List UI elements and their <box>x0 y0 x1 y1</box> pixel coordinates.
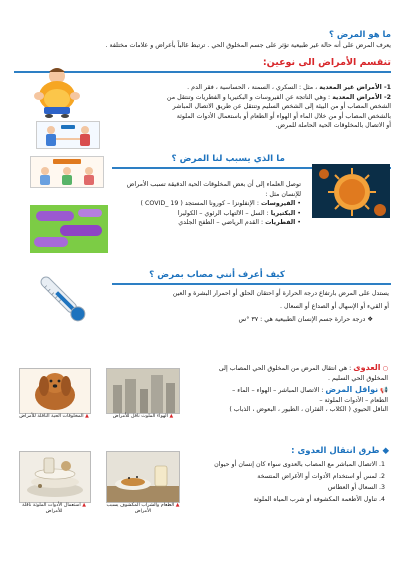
exposed-food-photo <box>106 451 180 503</box>
causes-line2: للإنسان مثل : <box>265 190 301 198</box>
caption-exposed-food: ▲ الطعام والشراب المكشوف يسبب الأمراض <box>106 503 180 514</box>
non-infectious-label: 1- الأمراض غير المعدية <box>319 84 391 91</box>
section-title-transmission: ◆ طرق انتقال العدوى : <box>291 446 389 456</box>
transmission-item: 4. تناول الأطعمة المكشوفة أو شرب المياه الملوثة <box>253 495 385 503</box>
transmission-list <box>180 460 385 504</box>
bullet-circle-icon: ○ <box>382 365 388 372</box>
transmission-item: 1. الاتصال المباشر مع المصاب بالعدوى سواء كان إنسان أو حيوان <box>214 461 385 468</box>
caption-triangle-icon: ▲ <box>175 503 180 508</box>
virus-image <box>312 164 390 218</box>
section-title-disease: ما هو المرض ؟ <box>328 30 391 40</box>
diamond-bullet-icon: ◆ <box>382 446 389 456</box>
carriers-label: نواقل المرض <box>325 385 379 395</box>
infection-text <box>188 363 388 415</box>
handshake-illustration <box>36 121 100 149</box>
carriers-line2: الطعام – الأدوات الملوثة – <box>319 396 388 404</box>
fungi-examples: : القدم الرياضي – الطفح الجلدي <box>178 219 266 227</box>
viruses-label: الفيروسات <box>260 200 296 208</box>
thermometer-image <box>32 268 94 330</box>
carriers-text: : الاتصال المباشر – الهواء – الماء – <box>232 387 324 395</box>
polluted-air-photo <box>106 368 180 414</box>
symptoms-line2: أو القيء أو الإسهال أو الصداع أو السعال . <box>279 302 389 310</box>
bacteria-examples: : السل – الالتهاب الرئوي – الكوليرا <box>177 209 271 217</box>
infectious-text-line3: الشخص المصاب أو من البيئة إلى الشخص السليم وتنتقل عن طريق الاتصال المباشر <box>172 103 391 111</box>
infectious-label: 2- الأمراض المعدية <box>332 93 391 101</box>
carriers-line3: الناقل الحيوي ( الكلاب ، الفئران ، الطيور ، البعوض ، الذباب ) <box>229 406 388 414</box>
causes-line1: توصل العلماء إلى أن بعض المخلوقات الحية الدقيقة تسبب الأمراض <box>126 181 301 188</box>
non-infectious-examples: ، مثل : السكري ، السمنة ، الحساسية ، فقر الدم . <box>187 84 320 91</box>
section-title-types: تنقسم الأمراض الى نوعين: <box>262 57 391 68</box>
fungi-label: الفطريات <box>265 219 296 227</box>
section-title-symptoms: كيف أعرف أنني مصاب بمرض ؟ <box>149 270 285 280</box>
caption-polluted-air: ▲ الهواء الملوث ناقل للأمراض <box>112 414 174 419</box>
temperature-line: ❖ درجة حرارة جسم الإنسان الطبيعية هي : ٣٧ °س <box>238 316 373 324</box>
cause-row-viruses: • الفيروسات : الإنفلونزا – كورونا المستجد ( COVID_ 19 ) <box>140 200 301 208</box>
caption-animals: ▲ المخلوقات الحية الناقلة للأمراض <box>19 414 89 419</box>
cause-row-fungi: • الفطريات : القدم الرياضي – الطفح الجلدي <box>178 219 301 227</box>
transmission-item: 2. لمس أو استخدام الأدوات أو الأغراض المتسخة <box>257 472 385 480</box>
disease-definition: يعرف المرض على أنه حالة غير طبيعية تؤثر على جسم المخلوق الحي . ترتبط غالباً بأعراض و علامات مختلفة . <box>105 42 391 49</box>
section-divider <box>112 283 391 285</box>
caption-dirty-tools: ▲ استعمال الأدوات الملوثة ناقلة للأمراض <box>22 503 86 514</box>
obese-child-illustration <box>28 66 86 118</box>
infection-definition-text: : هي انتقال المرض من المخلوق الحي المصاب إلى <box>218 365 352 372</box>
megaphone-icon: 📢 <box>380 387 388 395</box>
infectious-text-line4: بالشخص المصاب أو من خلال الماء أو الهواء أو الطعام أو باستعمال الأدوات الملوثة <box>176 112 391 120</box>
causes-text <box>101 180 301 228</box>
bacteria-image <box>30 205 108 253</box>
infection-label: العدوى <box>353 363 381 372</box>
cause-row-bacteria: • البكتيريا : السل – الالتهاب الرئوي – الكوليرا <box>177 209 301 217</box>
viruses-examples: : الإنفلونزا – كورونا المستجد ( COVID_ 19 ) <box>140 200 261 208</box>
section-title-causes: ما الذي يسبب لنا المرض ؟ <box>171 154 285 164</box>
bacteria-label: البكتيريا <box>270 209 296 217</box>
dirty-dishes-photo <box>19 451 91 503</box>
caption-triangle-icon: ▲ <box>85 414 89 419</box>
sick-people-illustration <box>30 156 104 188</box>
types-list <box>121 83 391 131</box>
infectious-text: : وهي الناتجة عن الفيروسات و البكتيريا و الفطريات وتنتقل من <box>166 93 333 101</box>
transmission-item: 3. السعال أو العطاس <box>327 484 385 492</box>
caption-triangle-icon: ▲ <box>169 414 174 419</box>
dog-photo <box>19 368 91 414</box>
symptoms-line1: يستدل على المرض بارتفاع درجة الحرارة أو احتقان الحلق أو احمرار البشرة و العين <box>172 290 389 297</box>
infection-definition <box>188 363 388 374</box>
infectious-text-line5: أو الاتصال بالمخلوقات الحية الحاملة للمرض. <box>275 122 391 130</box>
caption-triangle-icon: ▲ <box>82 503 86 508</box>
disease-carriers <box>188 385 388 396</box>
infection-definition-line2: المخلوق الحي السليم . <box>327 374 388 382</box>
symptoms-text <box>99 289 389 325</box>
